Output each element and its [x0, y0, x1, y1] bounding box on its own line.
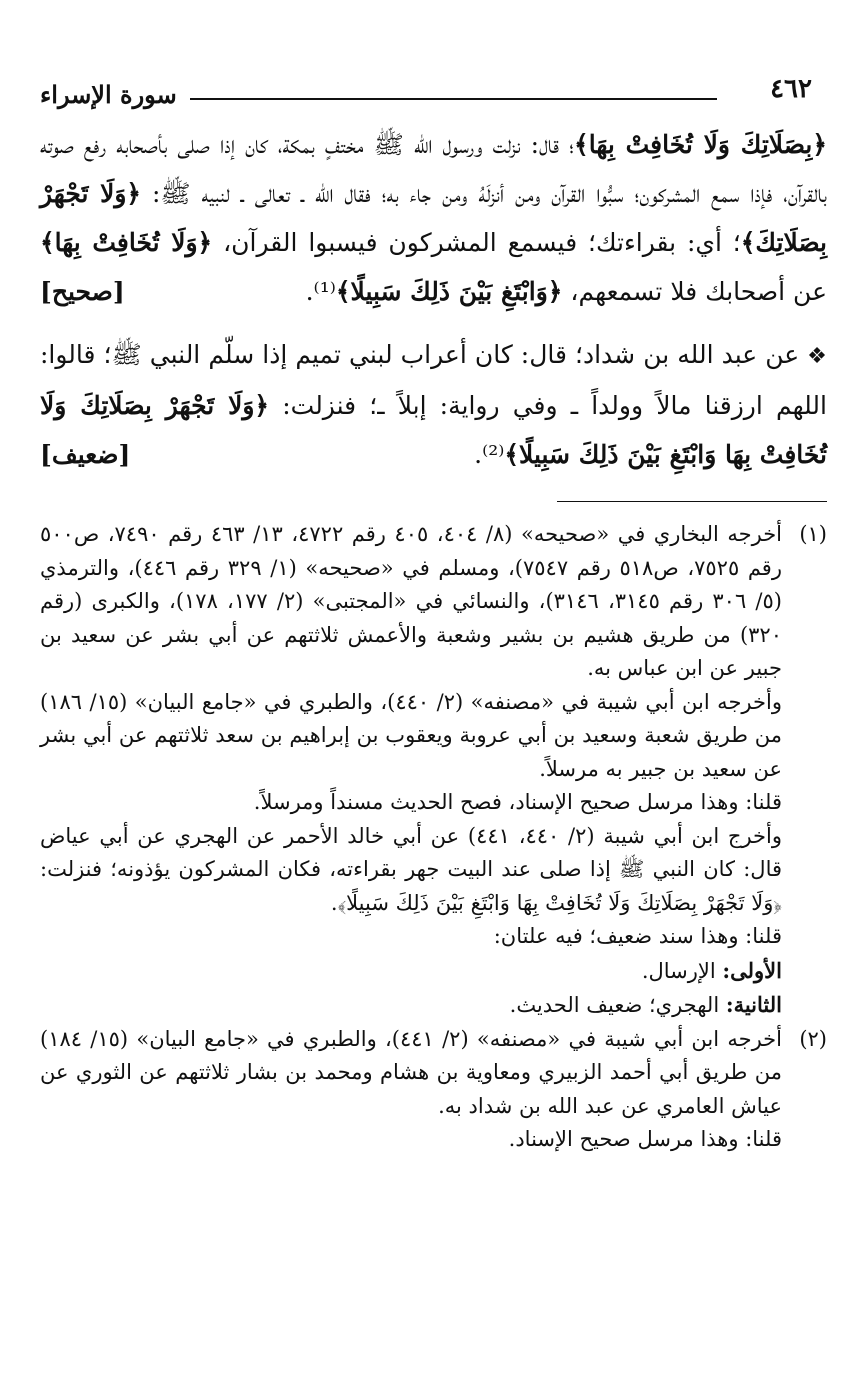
footnotes — [40, 518, 827, 1157]
hadith-marker-icon: ❖ — [807, 344, 827, 369]
quran-verse: ﴿بِصَلَاتِكَ وَلَا تُخَافِتْ بِهَا﴾ — [574, 130, 827, 159]
surah-title: سورة الإسراء — [40, 80, 177, 109]
footnote-label: الأولى: — [722, 957, 782, 983]
footnote-ref: ⁽²⁾. — [474, 440, 505, 469]
footnote-ref: ⁽¹⁾. — [305, 277, 336, 306]
footnote-label: الثانية: — [725, 992, 782, 1017]
footnote-number: (١) — [799, 522, 827, 546]
grade-label-daif: [ضعيف] — [40, 440, 131, 469]
book-page — [40, 70, 827, 1350]
quran-verse: ﴿وَابْتَغِ بَيْنَ ذَلِكَ سَبِيلًا﴾ — [335, 277, 563, 306]
hadith-text: عن عبد الله بن شداد؛ قال: كان أعراب لبني تميم إذا سلّم النبي ﷺ؛ قالوا: اللهم ارزقنا مالاً وولداً ـ وفي رواية: إبلاً ـ؛ فنزلت: — [40, 340, 827, 420]
grade-label-sahih: [صحيح] — [40, 277, 125, 306]
page-header — [40, 70, 827, 120]
footnote-item-second — [40, 988, 782, 1023]
hadith-paragraph-1 — [40, 120, 827, 316]
footnote-2 — [40, 1023, 827, 1157]
footnote-paragraph: أخرجه ابن أبي شيبة في «مصنفه» (٢/ ٤٤١)، والطبري في «جامع البيان» (١٥/ ١٨٤) من طريق أبي أحمد الزبيري ومعاوية بن هشام ومحمد بن بشار ثلاثتهم عن الثوري عن عياش العامري عن عبد الله بن شداد به. — [40, 1026, 782, 1118]
footnote-paragraph: وأخرجه ابن أبي شيبة في «مصنفه» (٢/ ٤٤٠)، والطبري في «جامع البيان» (١٥/ ١٨٦) من طريق شعبة وسعيد بن أبي عروبة ويعقوب بن إبراهيم بن سعد ثلاثتهم عن أبي بشر عن سعيد بن جبير به مرسلاً. — [40, 689, 782, 781]
footnote-paragraph: وأخرج ابن أبي شيبة (٢/ ٤٤٠، ٤٤١) عن أبي خالد الأحمر عن الهجري عن أبي عياض قال: كان النبي ﷺ إذا صلى عند البيت جهر بقراءته، فكان المشركون يؤذونه؛ فنزلت: ﴿وَلَا تَجْهَرْ بِصَلَاتِكَ وَلَا تُخَافِتْ بِهَا وَابْتَغِ بَيْنَ ذَلِكَ سَبِيلًا﴾. — [40, 823, 782, 915]
header-rule — [190, 98, 717, 100]
footnote-paragraph: قلنا: وهذا سند ضعيف؛ فيه علتان: — [493, 924, 782, 948]
quran-verse: ﴿وَلَا تُخَافِتْ بِهَا﴾ — [40, 228, 213, 257]
footnote-item-first — [40, 954, 782, 989]
quran-verse: ﴿وَلَا تَجْهَرْ بِصَلَاتِكَ وَلَا تُخَافِتْ بِهَا وَابْتَغِ بَيْنَ ذَلِكَ سَبِيلًا﴾ — [40, 391, 827, 469]
page-number: ٤٦٢ — [770, 74, 812, 104]
footnote-number: (٢) — [799, 1026, 827, 1051]
footnote-paragraph: أخرجه البخاري في «صحيحه» (٨/ ٤٠٤، ٤٠٥ رقم ٤٧٢٢، ١٣/ ٤٦٣ رقم ٧٤٩٠، ص٥٠٠ رقم ٧٥٢٥، ص٥١٨ رقم ٧٥٤٧)، ومسلم في «صحيحه» (١/ ٣٢٩ رقم ٤٤٦)، والترمذي (٥/ ٣٠٦ رقم ٣١٤٥، ٣١٤٦)، والنسائي في «المجتبى» (٢/ ١٧٧، ١٧٨)، والكبرى (رقم ٣٢٠) من طريق هشيم بن بشير وشعبة والأعمش ثلاثتهم عن أبي بشر عن سعيد بن جبير عن ابن عباس به. — [40, 522, 783, 680]
footnote-1 — [40, 518, 827, 1023]
hadith-text: عن أصحابك فلا تسمعهم، — [562, 277, 827, 306]
footnote-paragraph: قلنا: وهذا مرسل صحيح الإسناد، فصح الحديث مسنداً ومرسلاً. — [253, 790, 782, 814]
hadith-text: ؛ أي: بقراءتك؛ فيسمع المشركون فيسبوا القرآن، — [212, 228, 741, 257]
quran-verse: ﴿وَلَا تَجْهَرْ بِصَلَاتِكَ﴾ — [40, 179, 827, 257]
main-text — [40, 120, 827, 479]
footnote-text: الإرسال. — [641, 958, 723, 983]
hadith-paragraph-2 — [40, 330, 827, 479]
hadith-text: ؛ قال: نزلت ورسول الله ﷺ مختفٍ بمكة، كان إذا صلى بأصحابه رفع صوته بالقرآن، فإذا سمع المشركون؛ سبُّوا القرآن ومن أنزلَهُ ومن جاء به؛ فقال الله ـ تعالى ـ لنبيه ﷺ: — [40, 130, 827, 208]
footnote-text: الهجري؛ ضعيف الحديث. — [509, 993, 726, 1017]
footnote-divider — [557, 501, 827, 502]
footnote-paragraph: قلنا: وهذا مرسل صحيح الإسناد. — [508, 1127, 782, 1151]
